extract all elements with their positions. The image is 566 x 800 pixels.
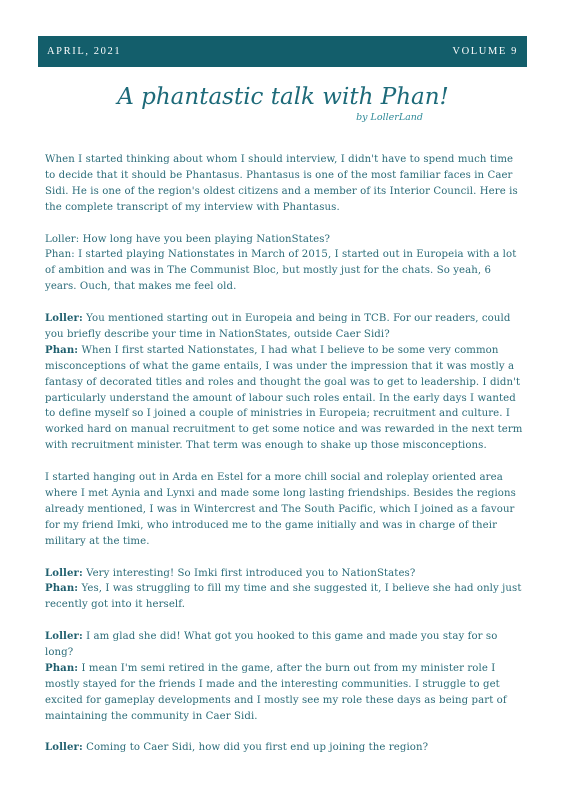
answer-speaker: Phan: <box>45 582 79 595</box>
question-speaker: Loller: <box>45 233 80 245</box>
question-speaker: Loller: <box>45 312 83 325</box>
question-text: Coming to Caer Sidi, how did you first end up joining the region? <box>86 742 429 754</box>
answer-text: I started playing Nationstates in March of 2015, I started out in Europeia with a lot of ambition and was in The Communist Bloc, but mostly just for the chats. So yeah, 6 years. Ouch, that makes me feel old. <box>45 249 517 293</box>
question-text: I am glad she did! What got you hooked to this game and made you stay for so long? <box>45 631 498 659</box>
issue-banner <box>38 36 527 67</box>
question-text: You mentioned starting out in Europeia and being in TCB. For our readers, could you briefly describe your time in NationStates, outside Caer Sidi? <box>45 313 511 340</box>
issue-volume: VOLUME 9 <box>452 46 518 57</box>
answer-speaker: Phan: <box>45 661 79 674</box>
question-speaker: Loller: <box>45 741 83 754</box>
article-title: A phantastic talk with Phan! <box>117 84 449 110</box>
answer-text: Yes, I was struggling to fill my time and she suggested it, I believe she had only just recently got into it herself. <box>45 583 522 611</box>
question-text: Very interesting! So Imki first introduced you to NationStates? <box>86 567 416 579</box>
qa-block <box>45 740 523 756</box>
intro-paragraph: When I started thinking about whom I should interview, I didn't have to spend much time to decide that it should be Phantasus. Phantasus is one of the most familiar faces in Caer Sidi. He is one of the region's oldest citizens and a member of its Interior Council. Here is the complete transcript of my interview with Phantasus. <box>45 154 518 213</box>
answer-speaker: Phan: <box>45 343 79 356</box>
qa-block <box>45 566 523 614</box>
continuation-paragraph: I started hanging out in Arda en Estel for a more chill social and roleplay oriented area where I met Aynia and Lynxi and made some long lasting friendships. Besides the regions already mentioned, I was in Wintercrest and The South Pacific, which I joined as a favour for my friend Imki, who introduced me to the game initially and was in charge of their military at the time. <box>45 472 516 547</box>
qa-block <box>45 232 523 296</box>
question-speaker: Loller: <box>45 566 83 579</box>
issue-date: APRIL, 2021 <box>47 46 122 57</box>
answer-speaker: Phan: <box>45 249 75 261</box>
qa-block <box>45 311 523 454</box>
article-byline: by LollerLand <box>356 112 423 123</box>
qa-block <box>45 629 523 724</box>
answer-text: I mean I'm semi retired in the game, after the burn out from my minister role I mostly stayed for the friends I made and the interesting communities. I struggle to get excited for gameplay developments and I mostly see my role these days as being part of maintaining the community in Caer Sidi. <box>45 662 507 722</box>
question-text: How long have you been playing NationStates? <box>82 233 331 245</box>
answer-text: When I first started Nationstates, I had what I believe to be some very common misconceptions of what the game entails, I was under the impression that it was mostly a fantasy of decorated titles and roles and thought the goal was to get to leadership. I didn't particularly understand the amount of labour such roles entail. In the early days I wanted to define myself so I joined a couple of ministries in Europeia; recruitment and culture. I worked hard on manual recruitment to get some notice and was rewarded in the next term with recruitment minister. That term was enough to shake up those misconceptions. <box>45 344 523 452</box>
article-body <box>45 152 523 772</box>
question-speaker: Loller: <box>45 630 83 643</box>
